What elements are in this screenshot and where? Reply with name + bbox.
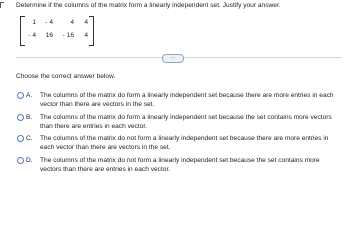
matrix-cell-r1c1: 1: [32, 19, 36, 26]
radio-button-b[interactable]: [17, 114, 24, 121]
matrix-right-bracket: [89, 16, 94, 46]
option-letter-a: A.: [26, 92, 33, 99]
option-text-a: The columns of the matrix do form a linearly independent set because there are more entries in each vector than there are vectors in the set.: [40, 92, 334, 108]
matrix-cell-r2c4: 4: [84, 32, 88, 39]
answer-prompt: Choose the correct answer below.: [16, 73, 116, 80]
matrix-cell-r2c1: - 4: [28, 32, 36, 39]
matrix-cell-r1c4: 4: [84, 19, 88, 26]
matrix-cell-r2c2: 16: [45, 32, 53, 39]
left-edge-marker: [0, 2, 4, 8]
radio-button-c[interactable]: [17, 135, 24, 142]
matrix-cell-r1c2: - 4: [45, 19, 53, 26]
matrix-cell-r1c3: 4: [70, 19, 74, 26]
option-text-b: The columns of the matrix do form a linearly independent set because the set contains more vectors than there are entries in each vector.: [40, 114, 332, 130]
radio-button-d[interactable]: [17, 157, 24, 164]
option-letter-b: B.: [26, 114, 33, 121]
option-text-c: The columns of the matrix do not form a linearly independent set because there are more entries in each vector than there are vectors in the set.: [40, 135, 329, 151]
matrix-cell-r2c3: - 16: [62, 32, 74, 39]
matrix: [20, 16, 94, 44]
option-text-d: The columns of the matrix do not form a linearly independent set because the set contains more vectors than there are entries in each vector.: [40, 157, 320, 173]
option-letter-d: D.: [26, 157, 33, 164]
more-options-button[interactable]: ···: [162, 54, 184, 63]
option-letter-c: C.: [26, 135, 33, 142]
radio-button-a[interactable]: [17, 92, 24, 99]
question-text: Determine if the columns of the matrix form a linearly independent set. Justify your answer.: [16, 2, 281, 9]
